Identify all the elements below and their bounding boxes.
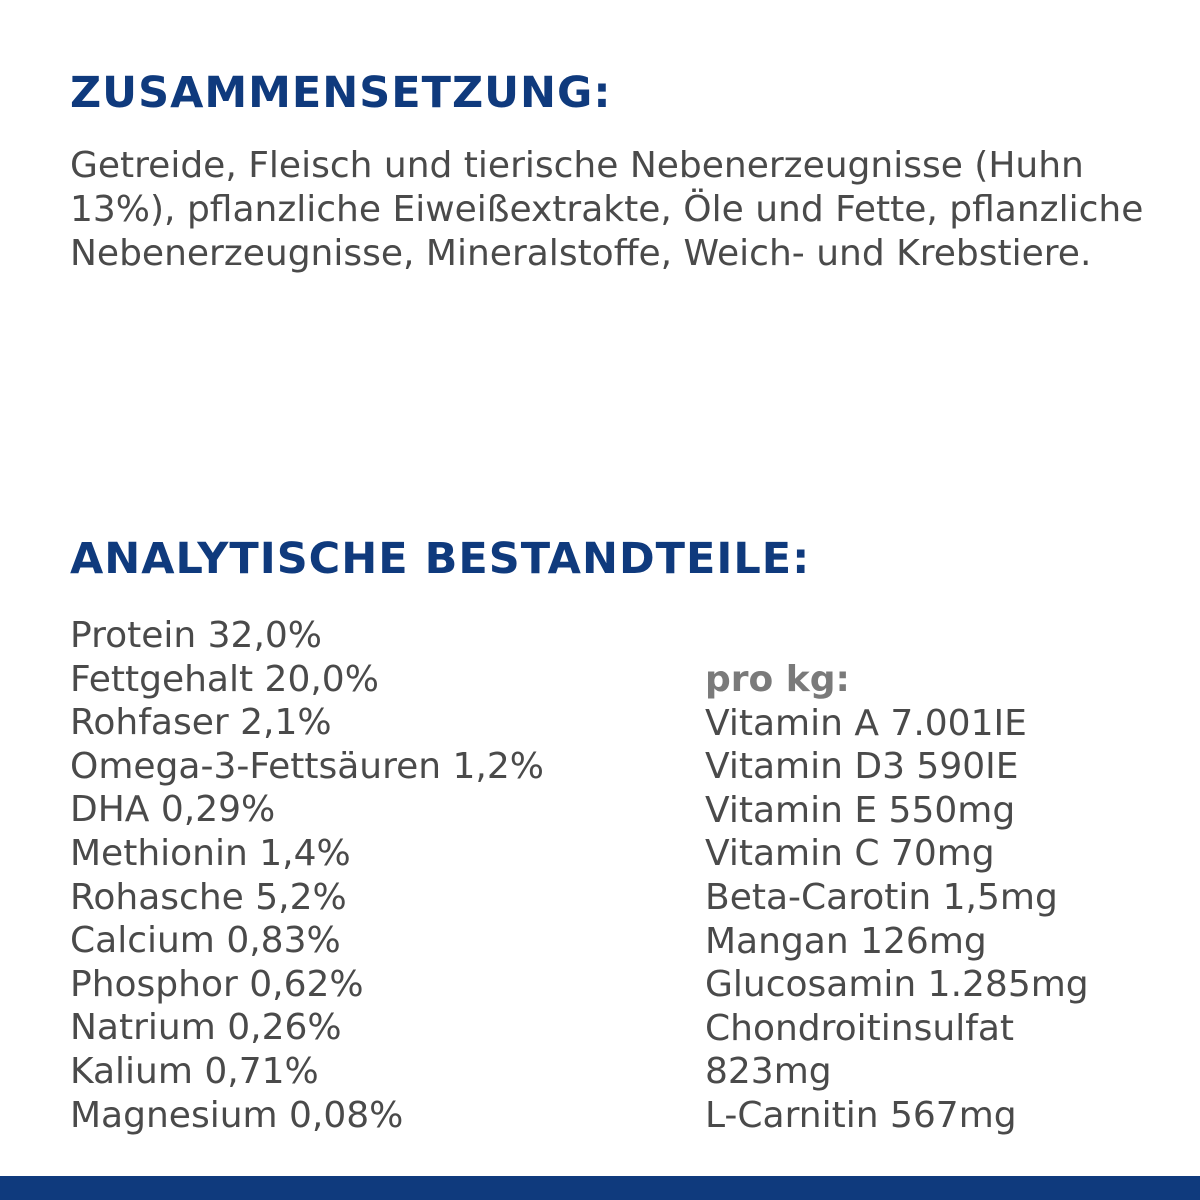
per-kg-item: Beta-Carotin 1,5mg <box>705 876 1058 918</box>
per-kg-list <box>705 658 1089 1138</box>
per-kg-item: Chondroitinsulfat <box>705 1007 1015 1049</box>
analytical-item: Calcium 0,83% <box>70 920 341 962</box>
per-kg-item: Glucosamin 1.285mg <box>705 964 1089 1006</box>
analytical-item: Phosphor 0,62% <box>70 963 364 1005</box>
analytical-item: Methionin 1,4% <box>70 832 351 874</box>
analytical-item: Fettgehalt 20,0% <box>70 658 379 700</box>
analytical-item: Kalium 0,71% <box>70 1050 319 1092</box>
bottom-bar <box>0 1176 1200 1200</box>
analytical-heading: ANALYTISCHE BESTANDTEILE: <box>70 534 811 584</box>
analytical-item: DHA 0,29% <box>70 789 276 831</box>
composition-text: Getreide, Fleisch und tierische Nebenerzeugnisse (Huhn 13%), pflanzliche Eiweißextrakte, Öle und Fette, pflanzliche Nebenerzeugnisse, Mineralstoffe, Weich- und Krebstiere. <box>70 145 1144 274</box>
per-kg-item: Vitamin E 550mg <box>705 789 1016 831</box>
per-kg-item: Vitamin C 70mg <box>705 833 995 875</box>
per-kg-item: Vitamin D3 590IE <box>705 746 1019 788</box>
analytical-item: Natrium 0,26% <box>70 1007 342 1049</box>
analytical-item: Magnesium 0,08% <box>70 1094 404 1136</box>
composition-heading: ZUSAMMENSETZUNG: <box>70 68 612 118</box>
per-kg-item: 823mg <box>705 1051 832 1093</box>
analytical-item: Omega-3-Fettsäuren 1,2% <box>70 745 544 787</box>
analytical-list <box>70 614 544 1137</box>
analytical-item: Rohfaser 2,1% <box>70 702 332 744</box>
analytical-item: Protein 32,0% <box>70 615 322 656</box>
per-kg-label: pro kg: <box>705 659 850 700</box>
per-kg-item: Mangan 126mg <box>705 920 987 962</box>
analytical-item: Rohasche 5,2% <box>70 876 347 918</box>
per-kg-item: L-Carnitin 567mg <box>705 1094 1017 1136</box>
per-kg-item: Vitamin A 7.001IE <box>705 702 1027 744</box>
